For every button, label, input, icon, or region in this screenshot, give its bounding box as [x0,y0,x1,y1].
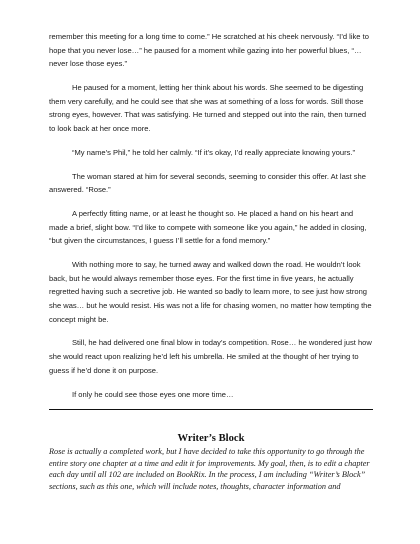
story-paragraph: remember this meeting for a long time to come.” He scratched at his cheek nervously. “I’d like to hope that you never lose…” he paused for a moment while gazing into her powerful blues, “…never lose those eyes.” [49,32,369,69]
story-paragraph: Still, he had delivered one final blow in today’s competition. Rose… he wondered just how she would react upon realizing he’d left his umbrella. He smiled at the thought of her trying to guess if he’d done it on purpose. [49,338,372,375]
story-paragraph: If only he could see those eyes one more time… [72,389,234,399]
story-text [49,30,373,411]
story-paragraph: “My name’s Phil,” he told her calmly. “If it’s okay, I’d really appreciate knowing yours.” [72,147,355,157]
story-paragraph: He paused for a moment, letting her think about his words. She seemed to be digesting them very carefully, and he could see that she was at something of a loss for words. Still those strong eyes, however. That was satisfying. He turned and stepped out into the rain, then turned to look back at her once more. [49,83,367,133]
story-paragraph: A perfectly fitting name, or at least he thought so. He placed a hand on his heart and made a brief, slight bow. “I’d like to compete with someone like you again,” he added in closing, “but given the circumstances, I guess I’ll settle for a fond memory.” [49,209,367,246]
story-paragraph: With nothing more to say, he turned away and walked down the road. He wouldn’t look back, but he would always remember those eyes. For the first time in five years, he actually regretted having such a secretive job. He wanted so badly to learn more, to see just how strong she was… but he would resist. His was not a life for chasing women, no matter how tempting the concept might be. [49,260,372,324]
story-paragraph: The woman stared at him for several seconds, seeming to consider this offer. At last she answered. “Rose.” [49,171,366,195]
writers-block-heading: Writer’s Block [177,433,245,444]
writers-block-body: Rose is actually a completed work, but I have decided to take this opportunity to go through the entire story one chapter at a time and edit it for improvements. My goal, then, is to edit a chapter each day until all 102 are included on BookRix. In the process, I am including “Writer’s Block” sections, such as this one, which will include notes, thoughts, character information and [49,447,370,491]
section-divider [49,409,373,410]
